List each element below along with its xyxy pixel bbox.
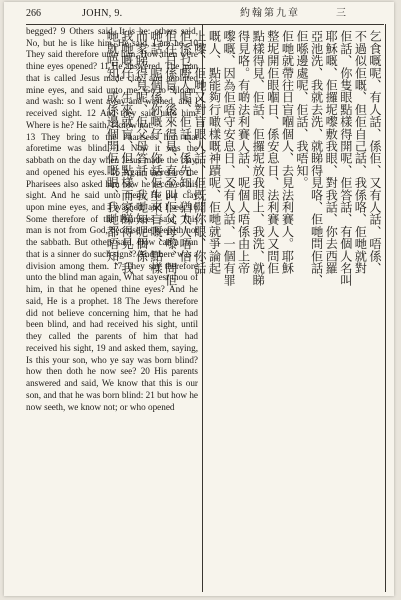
chinese-page-mark: 三 (336, 8, 346, 19)
chinese-line: 點樣得見、佢話、佢攞坭放我眼上、我洗、就睇 (251, 30, 266, 287)
book-page (4, 2, 394, 596)
english-paragraph: begged? 9 Others said, It is he: others said, No, but he is like him. He said, I am he. 10 They said therefore unto him, How then were thine eyes opened? 11 He answered, The man that is called Jesus made clay, and anointed mine eyes, and said unto me, Go to Siloam, and wash: so I went away and washed, and I received sight. 12 And they said unto him, Where is he? He saith, I know not. (26, 26, 198, 130)
chinese-line: 嘅人、點能夠行噉樣嘅神蹟呢、佢哋就爭論起 (207, 30, 222, 274)
chinese-line: 佢話、你隻眼點樣得開呢、佢答話、有個人名叫 (338, 30, 353, 287)
chinese-line: 得見咯。有啲法利賽人話、呢個人唔係由上帝 (236, 30, 251, 274)
outer-margin-rule (385, 24, 386, 592)
chinese-line: 我哋嘅仔、生來就盲、但點樣而家睇得見、我 (119, 30, 134, 274)
chinese-line: 而家睇得見呢、佢父母答話、我哋知呢個係 (134, 30, 149, 262)
header-rule (26, 24, 384, 25)
chinese-line: 亞池洗、我就去洗、就睇得見咯、佢哋問佢話、 (309, 30, 324, 287)
chinese-line: 整坭開佢眼嗰日、係安息日、法利賽人又問佢 (265, 30, 280, 274)
chinese-line: 佢喺邊處呢、佢話、我唔知。 (295, 30, 310, 189)
chinese-line: 上嚟、佢哋又對盲眼人話、佢既開你眼、你話 (192, 30, 207, 274)
chinese-line: 乞食嘅呢、有人話、係佢、又有人話、唔係、 (368, 30, 382, 274)
running-head (4, 2, 394, 24)
chinese-line: 不過似佢嘅、但佢自己話、我係咯、佢哋就對 (353, 30, 368, 274)
chinese-line: 哋就唔知、或係邊個開佢嘅眼、我哋都唔知、 (105, 30, 120, 274)
chinese-running-title: 約翰第九章 (240, 8, 300, 19)
chinese-line: 耶穌嘅、佢攞坭嚟敷我眼、對我話、你去西羅 (324, 30, 339, 274)
english-paragraph: 13 They bring to the Pharisees him that aforetime was blind. 14 Now it was the sabbath on the day when Jesus made the clay, and opened his eyes. 15 Again therefore the Pharisees also asked him how he received his sight. And he said unto them, He put clay upon mine eyes, and I washed, and I see. 16 Some therefore of the Pharisees said, This man is not from God, because he keepeth not the sabbath. But others said, How can a man that is a sinner do such signs? And there was a division among them. 17 They say therefore unto the blind man again, What sayest thou of him, in that he opened thine eyes? And he said, He is a prophet. 18 The Jews therefore did not believe concerning him, that he had been blind, and had received his sight, until they called the parents of him that had received his sight, 19 and asked them, saying, Is this your son, who ye say was born blind? how then doth he now see? 20 His parents answered and said, We know that this is our son, and that he was born blind: 21 but how he now seeth, we know not; or who opened (26, 131, 198, 412)
chinese-line: 哋話、呢個係你嘅仔、你話佢生來盲嘅、點樣 (149, 30, 164, 274)
english-running-title: JOHN, 9. (82, 8, 123, 19)
chinese-line: 佢往日係盲、後來得見、直至叫佢父母嚟、問佢 (163, 30, 178, 287)
chinese-line: 佢哋就帶往日盲嗰個人、去見法利賽人。耶穌 (280, 30, 295, 274)
chinese-line: 嚟嘅、因為佢唔守安息日、又有人話、一個有罪 (222, 30, 237, 287)
page-number: 266 (26, 8, 41, 19)
chinese-line: 佢係乜嘢人呢、佢話、係先知。猶太人唔信 (178, 30, 193, 262)
